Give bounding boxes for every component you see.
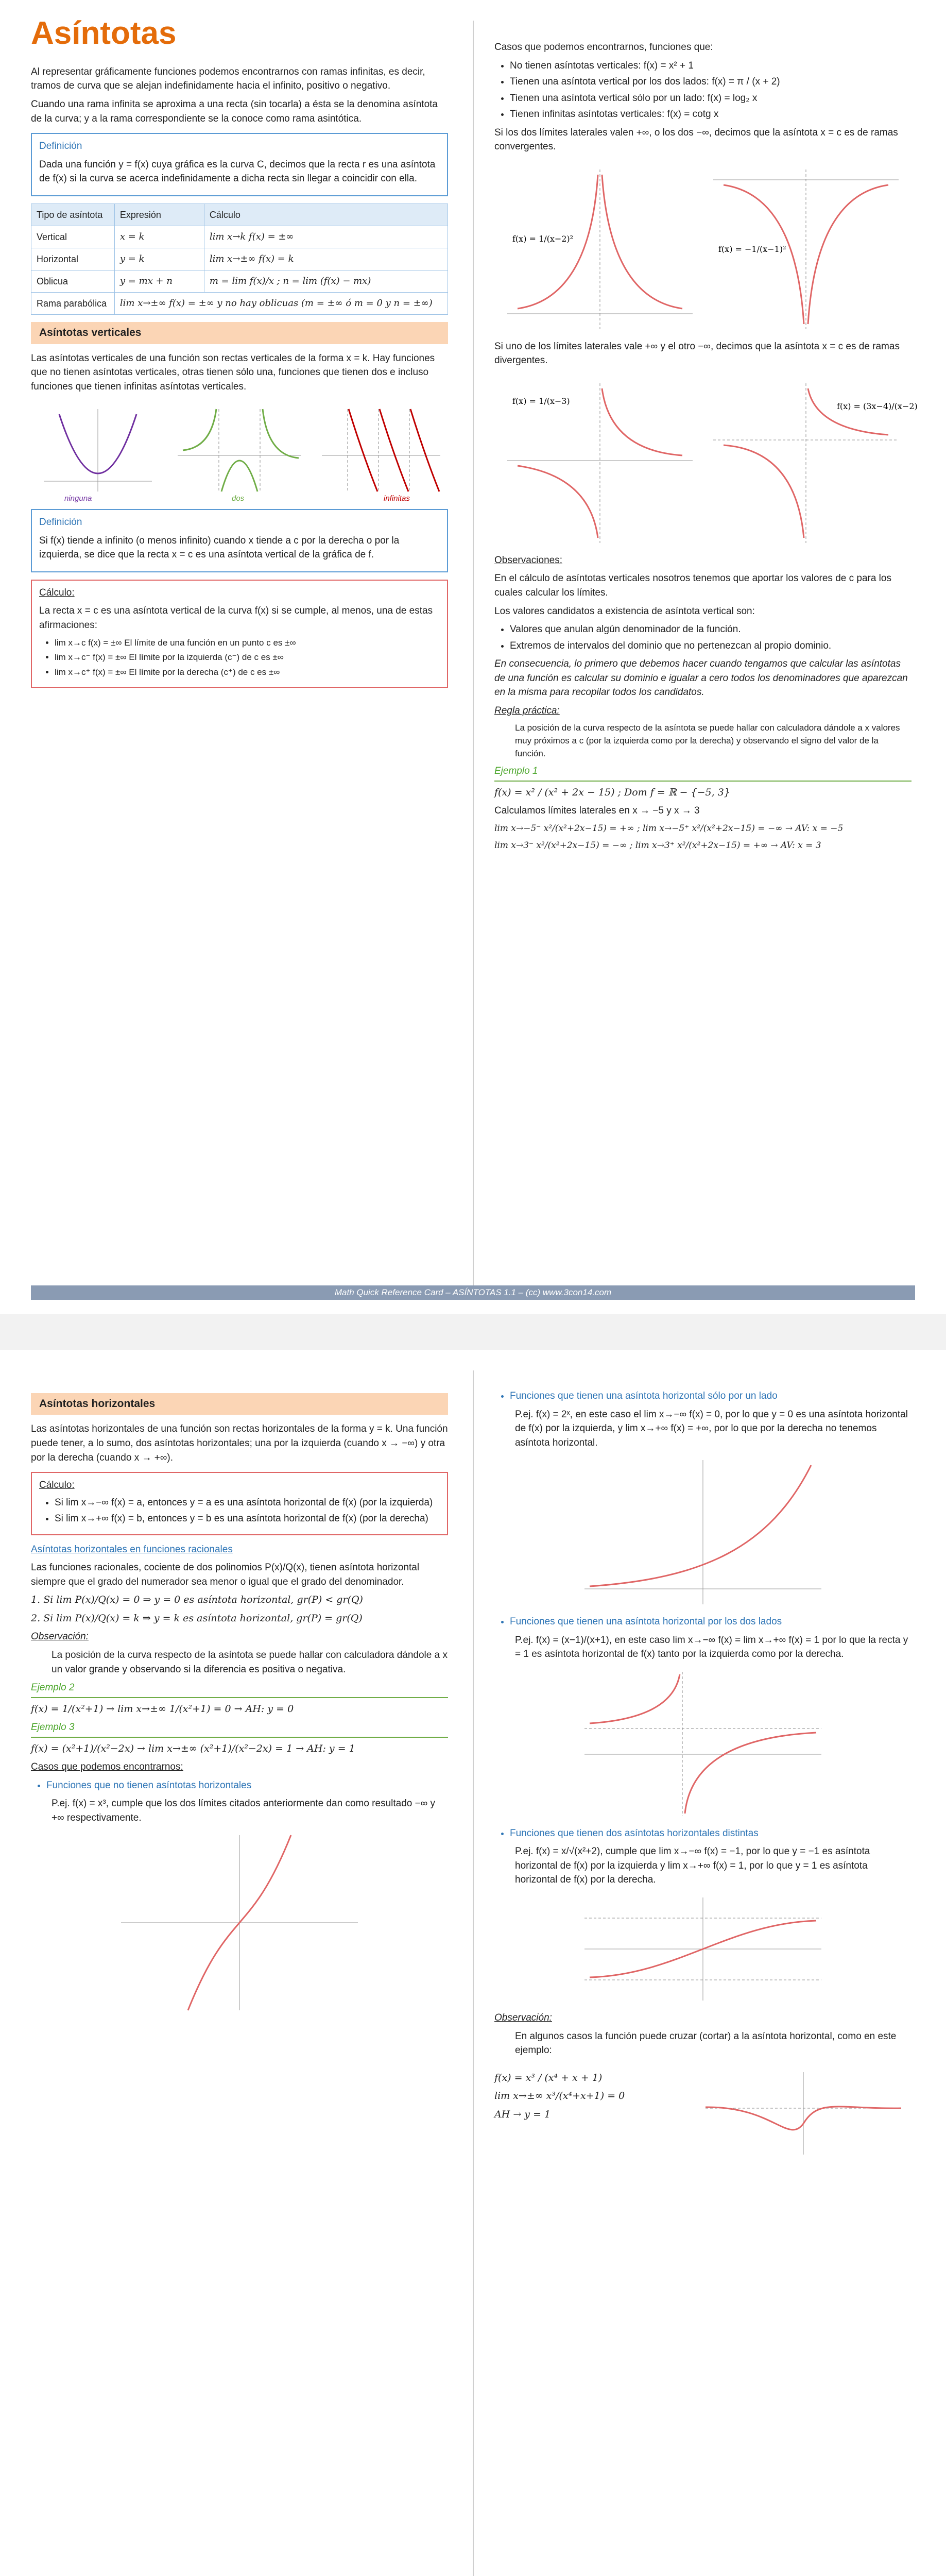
table-cell: Horizontal — [31, 248, 115, 270]
table-cell: Oblicua — [31, 270, 115, 293]
case-heading: • Funciones que tienen dos asíntotas horizontales distintas — [510, 1826, 911, 1841]
case-text: P.ej. f(x) = x/√(x²+2), cumple que lim x→−∞ f(x) = −1, por lo que y = −1 es asíntota horizontal de f(x) por la izquierda y lim x→+∞ f(x) = 1, por lo que y = 1 es asíntota horizontal de f(x) por la derecha. — [515, 1846, 870, 1886]
definition-text: Dada una función y = f(x) cuya gráfica es la curva C, decimos que la recta r es una asíntota de f(x) si la curva se acerca indefinidamente a dicha recta sin llegar a coincidir con ella. — [39, 159, 436, 184]
column-divider — [473, 1370, 474, 2576]
example-title: Ejemplo 1 — [494, 766, 538, 777]
fig-label: f(x) = 1/(x−3) — [512, 396, 570, 406]
list-item: • lim x→c⁺ f(x) = ±∞ El límite por la derecha (c⁺) de c es ±∞ — [55, 666, 440, 679]
definition-title: Definición — [39, 517, 82, 528]
exponential-figure — [574, 1455, 832, 1609]
calculation-title: Cálculo: — [39, 587, 75, 598]
rational-item: 2. Si lim P(x)/Q(x) = k ⇒ y = k es asíntota horizontal, gr(P) = gr(Q) — [31, 1612, 363, 1624]
example-divider — [31, 1697, 448, 1698]
example-line: lim x→±∞ x³/(x⁴+x+1) = 0 — [494, 2090, 625, 2102]
cubic-figure — [111, 1830, 368, 2015]
example-function: f(x) = x² / (x² + 2x − 15) ; Dom f = ℝ − {−5, 3} — [494, 786, 730, 798]
example-divider — [494, 781, 911, 782]
example-divider — [31, 1737, 448, 1738]
crossing-formulas — [494, 2067, 690, 2126]
table-cell: x = k — [114, 226, 204, 248]
page2-right-column — [494, 1386, 911, 2165]
column-divider — [473, 21, 474, 1288]
table-header: Expresión — [114, 204, 204, 226]
list-item: • Valores que anulan algún denominador de la función. — [510, 622, 911, 637]
convergent-branches-figure — [497, 159, 909, 334]
divergent-text: Si uno de los límites laterales vale +∞ y el otro −∞, decimos que la asíntota x = c es de ramas divergentes. — [494, 341, 900, 366]
calculation-box — [31, 1472, 448, 1535]
table-cell: Rama parabólica — [31, 293, 115, 315]
fig-label: f(x) = 1/(x−2)² — [512, 233, 574, 244]
observations-text-2: Los valores candidatos a existencia de asíntota vertical son: — [494, 605, 755, 617]
page-title: Asíntotas — [31, 15, 177, 51]
definition-text: Si f(x) tiende a infinito (o menos infinito) cuando x tiende a c por la derecha o por la izquierda, se dice que la recta x = c es una asíntota vertical de la gráfica de f. — [39, 535, 400, 561]
example-line: lim x→3⁻ x²/(x²+2x−15) = −∞ ; lim x→3⁺ x²/(x²+2x−15) = +∞ → AV: x = 3 — [494, 840, 821, 851]
asymptote-types-table — [31, 204, 448, 315]
table-row — [31, 270, 448, 293]
cases-heading: Casos que podemos encontrarnos, funciones que: — [494, 42, 713, 53]
practical-rule-text: La posición de la curva respecto de la asíntota se puede hallar con calculadora dándole a x valores muy próximos a c (por la izquierda como por la derecha) y observando el signo del valor de la función. — [515, 723, 900, 758]
observation-title: Observación: — [494, 2012, 552, 2024]
graph-infinitas — [322, 409, 440, 492]
fig-label: ninguna — [64, 494, 92, 503]
table-header: Cálculo — [204, 204, 448, 226]
table-cell: y = k — [114, 248, 204, 270]
page2-left-column — [31, 1386, 448, 2021]
example-line: f(x) = 1/(x²+1) → lim x→±∞ 1/(x²+1) = 0 → AH: y = 0 — [31, 1703, 294, 1715]
list-item: • Tienen una asíntota vertical sólo por un lado: f(x) = log₂ x — [510, 91, 911, 106]
two-horizontal-figure — [574, 1892, 832, 2006]
crossing-figure — [700, 2067, 906, 2160]
fig-label: f(x) = (3x−4)/(x−2) — [837, 401, 918, 411]
table-cell: y = mx + n — [114, 270, 204, 293]
list-item: • Si lim x→+∞ f(x) = b, entonces y = b es una asíntota horizontal de f(x) (por la derecha) — [55, 1512, 440, 1526]
case-text: P.ej. f(x) = x³, cumple que los dos límites citados anteriormente dan como resultado −∞ y +∞ respectivamente. — [51, 1798, 436, 1823]
divergent-branches-figure — [497, 373, 918, 548]
table-row — [31, 293, 448, 315]
vertical-asymptotes-figure — [33, 399, 445, 502]
calculation-box — [31, 580, 448, 688]
example-title: Ejemplo 2 — [31, 1682, 75, 1693]
fig-label: f(x) = −1/(x−1)² — [718, 244, 786, 254]
table-cell: lim x→±∞ f(x) = k — [204, 248, 448, 270]
vertical-intro: Las asíntotas verticales de una función son rectas verticales de la forma x = k. Hay funciones que no tienen asíntotas verticales, otras tienen sólo una, funciones que tienen dos e incluso funciones que tienen infinitas asíntotas verticales. — [31, 352, 435, 392]
rational-item: 1. Si lim P(x)/Q(x) = 0 ⇒ y = 0 es asíntota horizontal, gr(P) < gr(Q) — [31, 1594, 363, 1606]
example-text: Calculamos límites laterales en x → −5 y x → 3 — [494, 805, 700, 817]
hyperbola-figure — [574, 1667, 832, 1821]
section-band-vertical: Asíntotas verticales — [31, 322, 448, 344]
observations-title: Observaciones: — [494, 554, 563, 566]
graph-dos — [178, 409, 301, 492]
practical-rule-title: Regla práctica: — [494, 705, 560, 716]
intro-paragraph-1: Al representar gráficamente funciones podemos encontrarnos con ramas infinitas, es decir, tramos de curva que se alejan indefinidamente hacia el infinito, positivo o negativo. — [31, 66, 425, 92]
observations-text: En el cálculo de asíntotas verticales nosotros tenemos que aportar los valores de c para los cuales calcular los límites. — [494, 573, 891, 599]
calculation-text: La recta x = c es una asíntota vertical de la curva f(x) si se cumple, al menos, una de estas afirmaciones: — [39, 605, 433, 631]
table-cell: Vertical — [31, 226, 115, 248]
graph-ninguna — [44, 409, 152, 492]
calculation-title: Cálculo: — [39, 1480, 75, 1491]
definition-box-vertical — [31, 509, 448, 572]
case-heading: • Funciones que no tienen asíntotas horizontales — [46, 1778, 448, 1793]
example-line: f(x) = (x²+1)/(x²−2x) → lim x→±∞ (x²+1)/(x²−2x) = 1 → AH: y = 1 — [31, 1742, 355, 1754]
section-band-horizontal: Asíntotas horizontales — [31, 1393, 448, 1415]
case-text: P.ej. f(x) = (x−1)/(x+1), en este caso lim x→−∞ f(x) = lim x→+∞ f(x) = 1 por lo que la recta y = 1 es asíntota horizontal de f(x) tanto por la izquierda como por la derecha. — [515, 1634, 908, 1660]
page-2 — [0, 1350, 946, 2576]
example-line: lim x→−5⁻ x²/(x²+2x−15) = +∞ ; lim x→−5⁺ x²/(x²+2x−15) = −∞ → AV: x = −5 — [494, 823, 844, 834]
definition-title: Definición — [39, 141, 82, 152]
list-item: • lim x→c⁻ f(x) = ±∞ El límite por la izquierda (c⁻) de c es ±∞ — [55, 651, 440, 664]
definition-box — [31, 133, 448, 196]
rational-title: Asíntotas horizontales en funciones racionales — [31, 1544, 233, 1555]
table-cell: lim x→±∞ f(x) = ±∞ y no hay oblicuas (m = ±∞ ó m = 0 y n = ±∞) — [114, 293, 448, 315]
fig-label: infinitas — [384, 494, 410, 503]
table-row — [31, 226, 448, 248]
example-title: Ejemplo 3 — [31, 1722, 75, 1733]
cases-title: Casos que podemos encontrarnos: — [31, 1761, 183, 1773]
horizontal-intro: Las asíntotas horizontales de una función son rectas horizontales de la forma y = k. Una función puede tener, a lo sumo, dos asíntotas horizontales; una por la izquierda (cuando x → −∞) y otra por la derecha (cuando x → +∞). — [31, 1423, 448, 1463]
fig-label: dos — [232, 494, 245, 503]
table-cell: lim x→k f(x) = ±∞ — [204, 226, 448, 248]
crossing-example — [494, 2062, 911, 2165]
list-item: • Tienen infinitas asíntotas verticales: f(x) = cotg x — [510, 107, 911, 122]
page-separator — [0, 1314, 946, 1350]
intro-paragraph-2: Cuando una rama infinita se aproxima a una recta (sin tocarla) a ésta se la denomina asíntota de la curva; y a la rama correspondiente se la conoce como rama asintótica. — [31, 98, 438, 124]
list-item: • Extremos de intervalos del dominio que no pertenezcan al propio dominio. — [510, 639, 911, 653]
observation-text: En algunos casos la función puede cruzar (cortar) a la asíntota horizontal, como en este ejemplo: — [515, 2030, 897, 2056]
list-item: • lim x→c f(x) = ±∞ El límite de una función en un punto c es ±∞ — [55, 637, 440, 650]
table-row — [31, 248, 448, 270]
list-item: • No tienen asíntotas verticales: f(x) = x² + 1 — [510, 59, 911, 73]
convergent-text: Si los dos límites laterales valen +∞, o los dos −∞, decimos que la asíntota x = c es de ramas convergentes. — [494, 127, 898, 152]
observations-text-3: En consecuencia, lo primero que debemos hacer cuando tengamos que calcular las asíntotas de una función es calcular su dominio e igualar a cero todos los denominadores que aparezcan en la misma para recopilar todos los candidatos. — [494, 658, 908, 698]
table-cell: m = lim f(x)/x ; n = lim (f(x) − mx) — [204, 270, 448, 293]
page1-right-column — [494, 36, 918, 856]
list-item: • Si lim x→−∞ f(x) = a, entonces y = a es una asíntota horizontal de f(x) (por la izquierda) — [55, 1496, 440, 1510]
case-text: P.ej. f(x) = 2ˣ, en este caso el lim x→−∞ f(x) = 0, por lo que y = 0 es una asíntota horizontal de f(x) por la izquierda, y lim x→+∞ f(x) = +∞, por lo que por la derecha no tenemos asíntota horizontal. — [515, 1409, 908, 1448]
example-line: AH → y = 1 — [494, 2108, 551, 2120]
table-header: Tipo de asíntota — [31, 204, 115, 226]
rational-text: Las funciones racionales, cociente de dos polinomios P(x)/Q(x), tienen asíntota horizontal siempre que el grado del numerador sea menor o igual que el grado del denominador. — [31, 1562, 420, 1587]
observation-text: La posición de la curva respecto de la asíntota se puede hallar con calculadora dándole a x un valor grande y observando si la diferencia es positiva o negativa. — [51, 1650, 448, 1675]
example-line: f(x) = x³ / (x⁴ + x + 1) — [494, 2072, 603, 2083]
observation-title: Observación: — [31, 1631, 89, 1642]
case-heading: • Funciones que tienen una asíntota horizontal por los dos lados — [510, 1615, 911, 1629]
case-heading: • Funciones que tienen una asíntota horizontal sólo por un lado — [510, 1389, 911, 1403]
page-footer: Math Quick Reference Card – ASÍNTOTAS 1.1 – (cc) www.3con14.com — [31, 1285, 915, 1300]
list-item: • Tienen una asíntota vertical por los dos lados: f(x) = π / (x + 2) — [510, 75, 911, 89]
page1-left-column — [31, 0, 448, 695]
